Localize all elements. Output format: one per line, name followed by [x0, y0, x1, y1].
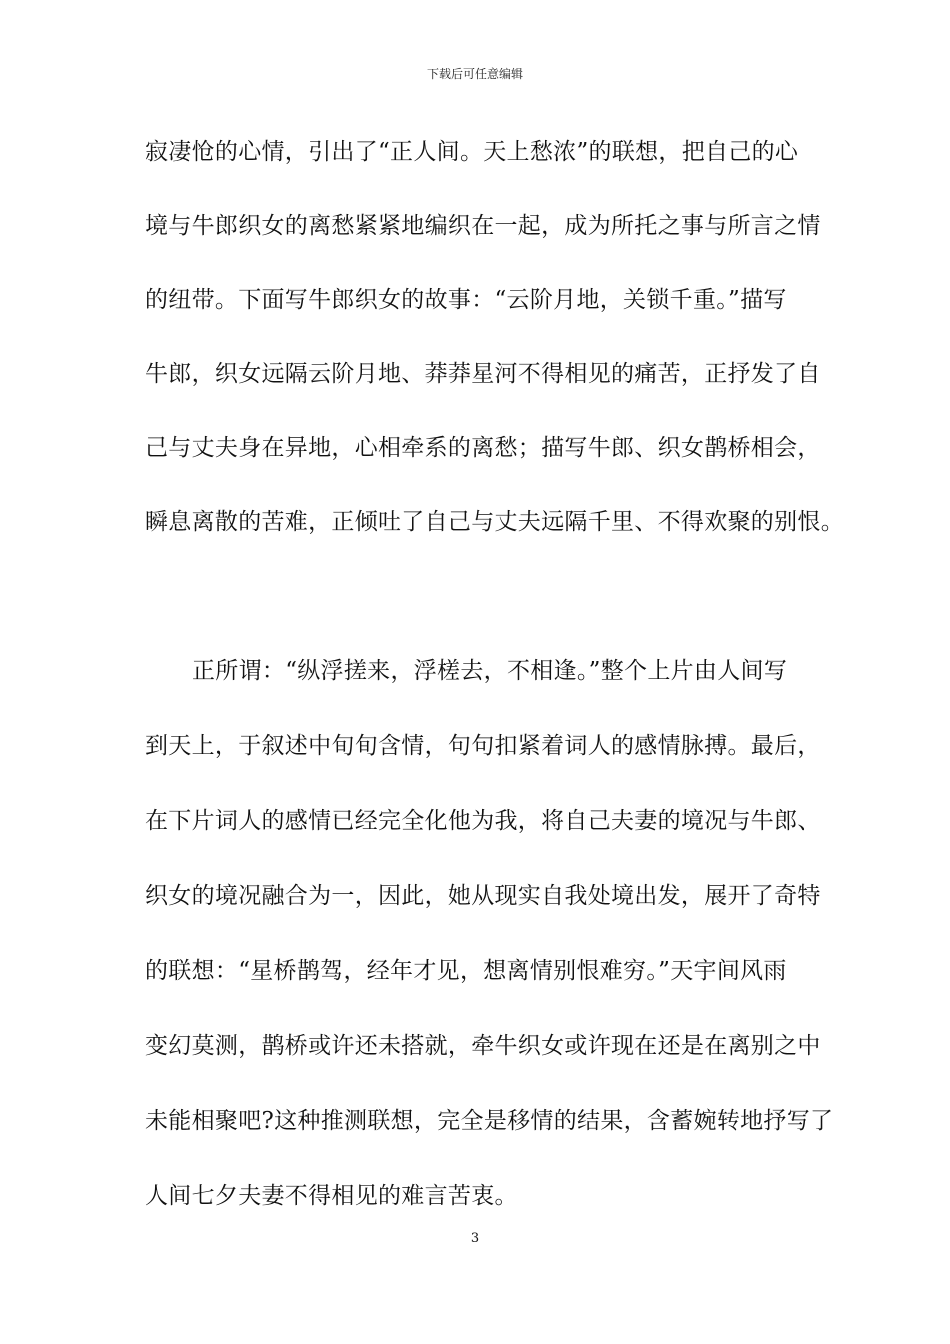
text-line: 的联想：“星桥鹊驾，经年才见，想离情别恨难穷。”天宇间风雨 — [145, 958, 787, 984]
text-line: 织女的境况融合为一，因此，她从现实自我处境出发，展开了奇特 — [145, 883, 821, 909]
text-line: 寂凄怆的心情，引出了“正人间。天上愁浓”的联想，把自己的心 — [145, 139, 799, 165]
text-line: 未能相聚吧?这种推测联想，完全是移情的结果，含蓄婉转地抒写了 — [145, 1108, 834, 1134]
text-line: 正所谓：“纵浮搓来，浮槎去，不相逢。”整个上片由人间写 — [192, 658, 788, 684]
text-line: 在下片词人的感情已经完全化他为我，将自己夫妻的境况与牛郎、 — [145, 808, 821, 834]
text-line: 到天上，于叙述中旬旬含情，句句扣紧着词人的感情脉搏。最后， — [145, 733, 821, 759]
text-line: 己与丈夫身在异地，心相牵系的离愁；描写牛郎、织女鹊桥相会， — [145, 435, 821, 461]
page-header: 下载后可任意编辑 — [426, 67, 523, 81]
text-line: 人间七夕夫妻不得相见的难言苦衷。 — [145, 1183, 518, 1209]
text-line: 的纽带。下面写牛郎织女的故事：“云阶月地，关锁千重。”描写 — [145, 287, 787, 313]
page-number: 3 — [470, 1231, 480, 1246]
text-line: 牛郎，织女远隔云阶月地、莽莽星河不得相见的痛苦，正抒发了自 — [145, 361, 821, 387]
text-line: 境与牛郎织女的离愁紧紧地编织在一起，成为所托之事与所言之情 — [145, 213, 821, 239]
text-line: 变幻莫测，鹊桥或许还未搭就，牵牛织女或许现在还是在离别之中 — [145, 1033, 821, 1059]
text-line: 瞬息离散的苦难，正倾吐了自己与丈夫远隔千里、不得欢聚的别恨。 — [145, 509, 844, 535]
